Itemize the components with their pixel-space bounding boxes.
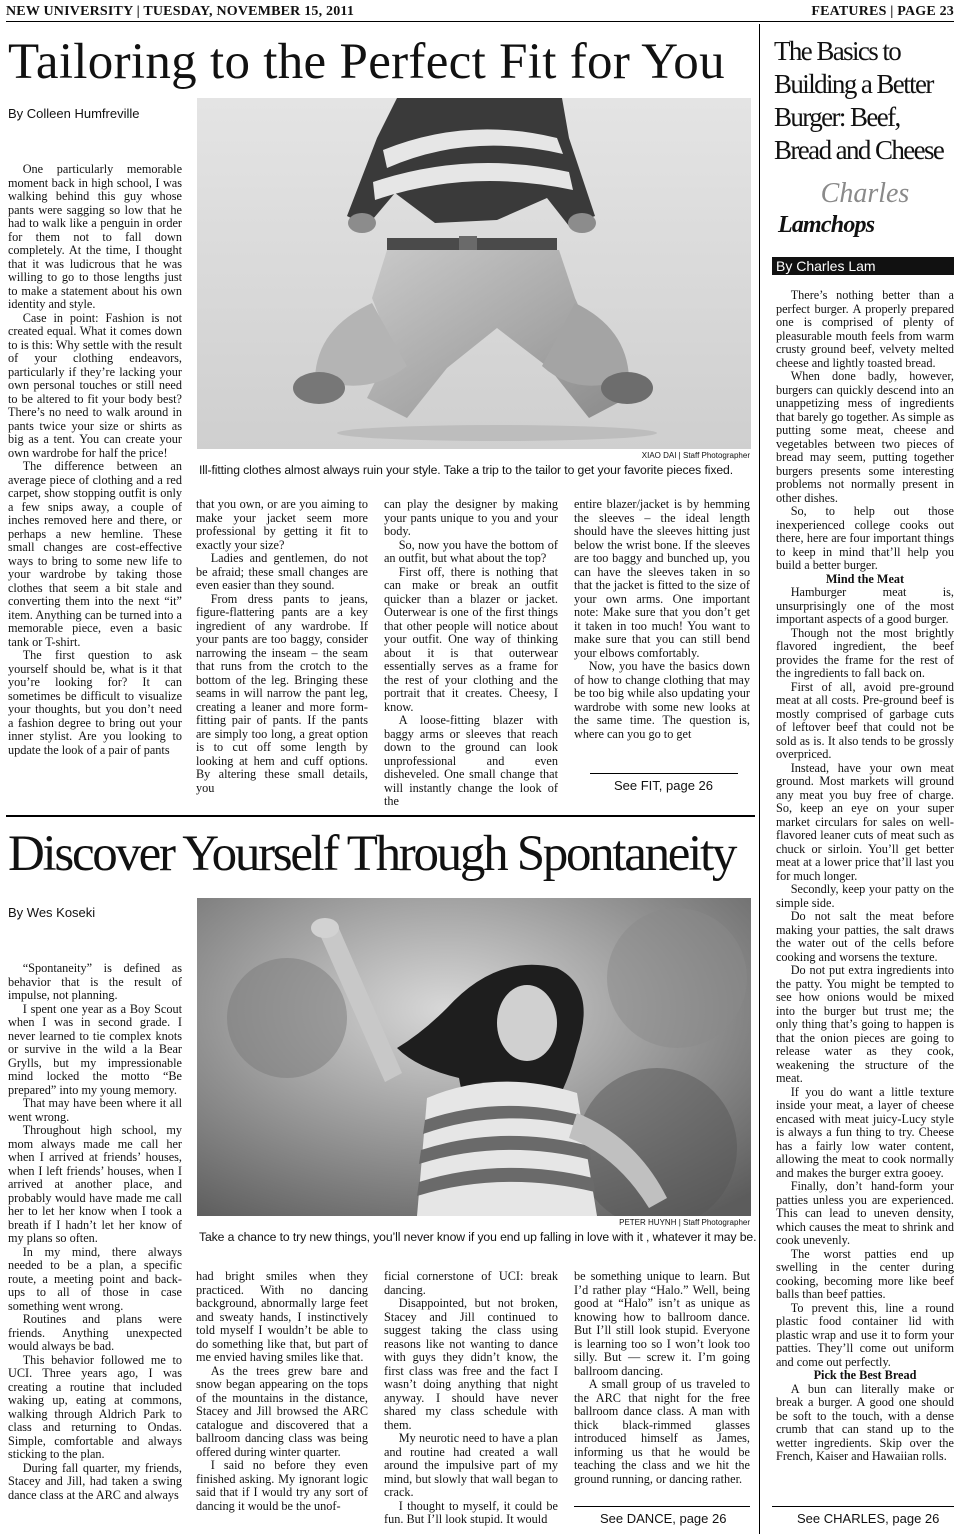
article2-photo-credit: PETER HUYNH | Staff Photographer [619,1218,750,1227]
sidebar-byline: By Charles Lam [772,257,954,275]
article2-column-1: “Spontaneity” is defined as behavior that is the result of impulse, not planning. I spent one year as a Boy Scout when I was in second grade. I never learned to tie complex knots or survive in the wild a la Bear Grylls, but my impressionable mind locked the motto “Be prepared” into my young memory. That may have been where it all went wrong. Throughout high school, my mom always made me call her when I arrived at friends’ houses, when I left friends’ houses, when I arrived at another place, and probably would have made me call her to let her know when I took a breath if I hadn’t let her know of my plans so often. In my mind, there always needed to be a plan, a specific route, a meeting point and back-ups to all of those in case something went wrong. Routines and plans were friends. Anything unexpected would always be bad. This behavior followed me to UCI. Three years ago, I was creating a routine that included waking up, eating at commons, walking through Aldrich Park to class and returning to Ondas. Simple, comfortable and always sticking to the plan. During fall quarter, my friends, Stacey and Jill, had taken a swing dance class at the ARC and always [8,962,182,1502]
column-divider [759,24,760,1534]
article1-jump-link: See FIT, page 26 [614,778,714,793]
page-header-left: NEW UNIVERSITY | TUESDAY, NOVEMBER 15, 2011 [6,4,355,19]
article2-column-4: be something unique to learn. But I’d rather play “Halo.” Well, being good at “Halo” isn’t as unique as knowing how to ballroom dance. But I’ll still look stupid. Everyone is learning too so I won’t look too silly. But — screw it. I’m going ballroom dancing. A small group of us traveled to the ARC that night for the free ballroom dance class. A man with thick black-rimmed glasses introduced himself as James, informing us that he would be teaching the class and we hit the ground running, or dancing rather. [574,1270,750,1486]
sidebar-column-name-second: Lamchops [778,212,875,238]
article1-photo-caption: Ill-fitting clothes almost always ruin your style. Take a trip to the tailor to get your favorite pieces fixed. [199,463,733,477]
article2-headline: Discover Yourself Through Spontaneity [8,826,736,882]
article1-photo [197,98,751,449]
sidebar-headline: The Basics to Building a Better Burger: Beef, Bread and Cheese [774,36,944,165]
article1-column-4: entire blazer/jacket is by hemming the sleeves – the ideal length should have the sleeves hitting just below the wrist bone. If the sleeves are too baggy and bunched up, you can have the sleeves taken in so that the jacket is fitted to the size of your own arms. One important note: Make sure that you don’t get it taken in too much! You want to make sure that you can still bend your elbows comfortably. Now, you have the basics down of how to change clothing that may be too big while also updating your wardrobe with some new looks at the same time. The question is, where can you go to get [574,498,750,741]
dancing-woman-illustration [197,898,751,1216]
article1-headline: Tailoring to the Perfect Fit for You [8,34,725,90]
sidebar-body: There’s nothing better than a perfect burger. A properly prepared one is comprised of plenty of pleasurable mouth feels from warm crusty ground beef, velvety melted cheese and lightly toasted bread. When done badly, however, burgers can quickly descend into an unappetizing mess of ingredients that barely go together. As simple as putting some meat, cheese and vegetables between two pieces of bread may seem, putting together burgers presents some interesting problems not normally present in other dishes. So, to help out those inexperienced college cooks out there, here are four important things to keep in mind that’ll help you build a better burger. Mind the Meat Hamburger meat is, unsurprisingly one of the most important aspects of a good burger. Though not the most brightly flavored ingredient, the beef provides the frame for the rest of the ingredients to fall back on. First of all, avoid pre-ground meat at all costs. Pre-ground beef is mostly comprised of garbage cuts of leftover beef that could not be sold as is. It also tends to be grossly overpriced. Instead, have your own meat ground. Most markets will ground any meat you buy free of charge. So, keep an eye on your super market circulars for sales on well-flavored leaner cuts of meat such as chuck or sirloin. You’ll get better meat at a lower price that’ll last you for much longer. Secondly, keep your patty on the simple side. Do not salt the meat before making your patties, the salt draws the water out of the cells before cooking and worsens the texture. Do not put extra ingredients into the patty. You might be tempted to see how onions would be mixed into the burger but trust me; the only thing that’s going to happen is that the onion pieces are going to release water as they cook, weakening the structure of the meat. If you do want a little texture inside your meat, a layer of cheese encased with meat juicy-Lucy style is always a fun thing to try. Cheese has a fairly low water content, allowing the meat to cook normally and makes the burger extra gooey. Finally, don’t hand-form your patties unless you are experienced. This can lead to uneven density, which causes the meat to shrink and cook unevenly. The worst patties end up swelling in the center during cooking, becoming more like beef balls than beef patties. To prevent this, line a round plastic food container lid with plastic wrap and use it to form your patties. They’ll come out uniform and come out perfectly. Pick the Best Bread A bun can literally make or break a burger. A good one should be soft to the touch, with a dense crumb that can stand up to the wetter ingredients. Skip over the French, Kaiser and Hawaiian rolls. [776,289,954,1463]
article-separator [6,815,755,817]
article1-byline: By Colleen Humfreville [8,106,140,121]
article1-column-2: that you own, or are you aiming to make your jacket seem more professional by getting it fit to exactly your size? Ladies and gentlemen, do not be afraid; these small changes are even easier than they sound. From dress pants to jeans, figure-flattering pants are a key ingredient of any wardrobe. If your pants are too baggy, consider narrowing the inseam – the seam that runs from the crotch to the bottom of the leg. Bringing these seams in will narrow the pant leg, creating a leaner and more form-fitting pair of pants. If the pants are simply too long, a great option is to cut off some length by looking at hem and cuff options. By altering these small details, you [196,498,368,795]
article2-byline: By Wes Koseki [8,905,96,920]
sidebar-jump-rule [772,1506,954,1507]
article2-jump-rule [574,1506,750,1507]
article1-column-1: One particularly memorable moment back in high school, I was walking behind this guy whose pants were sagging so low that he had to walk like a penguin in order for them not to fall down completely. At the time, I thought that it was ludicrous that he was willing to go to those lengths just to make a statement about his own identity and style. Case in point: Fashion is not created equal. What it comes down to is this: Why settle with the result of your clothing endeavors, particularly if they’re lacking your own personal touches or still need to be altered to fit your body best? There’s no need to walk around in pants twice your size or shirts as big as a tent. You can create your own wardrobe for half the price! The difference between an average piece of clothing and a red carpet, show stopping outfit is only a few snips away, a couple of inches removed here and there, or perhaps a new hemline. These small changes are cost-effective ways to bring to some new life to your wardrobe by taking those clothes that seem a bit stale and converting them into the next “it” item. Anything can be turned into a memorable piece, even a basic tank or T-shirt. The first question to ask yourself should be, what is it that you’re looking for? It can sometimes be difficult to visualize your thoughts, but you don’t need a fashion degree to bring out your inner stylist. Are you looking to update the look of a pair of pants [8,163,182,757]
jumping-person-illustration [197,98,751,449]
header-rule [6,21,954,22]
sidebar-jump-link: See CHARLES, page 26 [797,1511,940,1526]
page-header-right: FEATURES | PAGE 23 [811,4,954,19]
article1-photo-credit: XIAO DAI | Staff Photographer [641,451,750,460]
article2-jump-link: See DANCE, page 26 [600,1511,727,1526]
sidebar-column-name-first: Charles [820,178,910,209]
article2-photo [197,898,751,1216]
article2-photo-caption: Take a chance to try new things, you’ll never know if you end up falling in love with it , whatever it may be. [199,1230,757,1244]
article1-column-3: can play the designer by making your pants unique to you and your body. So, now you have the bottom of an outfit, but what about the top? First off, there is nothing that can make or break an outfit quicker than a blazer or jacket. Outerwear is one of the first things that other people will notice about your outfit. One way of thinking about it is that outerwear essentially serves as a frame for the rest of your clothing and the portrait that it creates. Cheesy, I know. A loose-fitting blazer with baggy arms or sleeves that reach down to the ground can look unprofessional and even disheveled. One small change that will instantly change the look of the [384,498,558,808]
article1-jump-rule [590,773,738,774]
article2-column-3: ficial cornerstone of UCI: break dancing. Disappointed, but not broken, Stacey and Jill continued to suggest taking the class using reasons like not wanting to dance with guys they didn’t know, the first class was free and the fact I wasn’t doing anything that night anyway. I should have never shared my class schedule with them. My neurotic need to have a plan and routine had created a wall around the impulsive part of my mind, but slowly that wall began to crack. I thought to myself, it could be fun. But I’ll look stupid. It would [384,1270,558,1526]
article2-column-2: had bright smiles when they practiced. With no dancing background, abnormally large feet and sweaty hands, I instinctively told myself I wouldn’t be able to do something like that, but part of me envied having smiles like that. As the trees grew bare and snow began appearing on the tops of the mountains in the distance, Stacey and Jill browsed the ARC catalogue and discovered that a ballroom dancing class was being offered during winter quarter. I said no before they even finished asking. My ignorant logic said that if I would try any sort of dancing it would be the unof- [196,1270,368,1513]
